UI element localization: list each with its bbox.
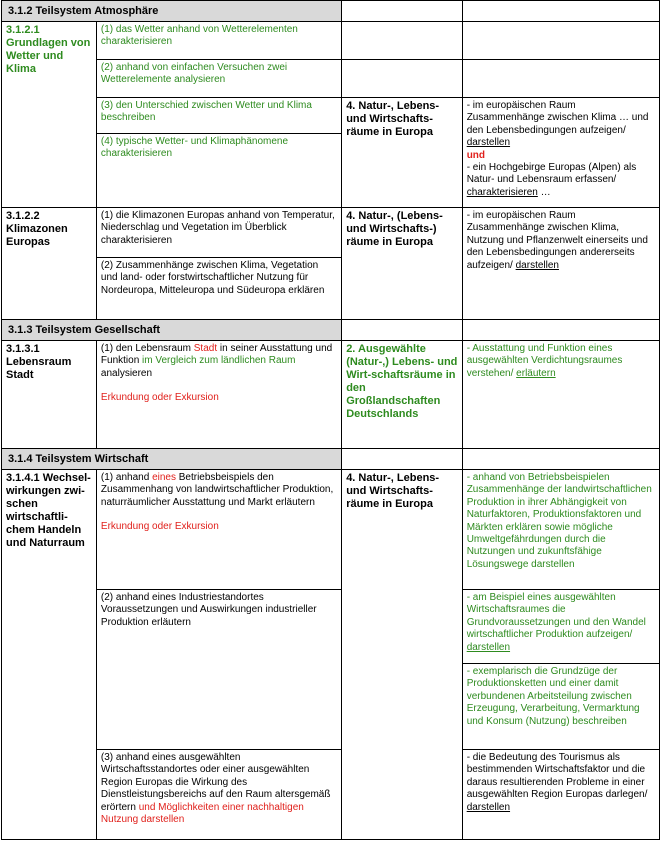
competence-item: (1) das Wetter anhand von Wetterelementen charakterisieren xyxy=(96,22,341,60)
table-row xyxy=(2,208,660,258)
section-header-atmosphaere xyxy=(2,1,660,22)
competence-item: (1) anhand eines Betriebsbeispiels den Zusammenhang von landwirtschaftlicher Produktion, naturräumlicher Ausstattung und Markt erläutern Erkundung oder Exkursion xyxy=(96,470,341,590)
table-row xyxy=(2,590,660,664)
note-cell: - die Bedeutung des Tourismus als bestimmenden Wirtschaftsfaktor und die daraus resultierenden Probleme in einer ausgewählten Region Europas darlegen/ darstellen xyxy=(462,750,659,840)
unit-code: 3.1.2.2 Klimazonen Europas xyxy=(2,208,97,320)
table-row xyxy=(2,470,660,590)
section-title: 3.1.4 Teilsystem Wirtschaft xyxy=(2,449,342,470)
competence-item: (3) den Unterschied zwischen Wetter und Klima beschreiben xyxy=(96,98,341,134)
competence-item: (3) anhand eines ausgewählten Wirtschaftsstandortes oder einer ausgewählten Region Europas die Wirkung des Dienstleistungsbereichs auf den Raum altersgemäß erörtern und Möglichkeiten einer nachhaltigen Nutzung darstellen xyxy=(96,750,341,840)
table-row xyxy=(2,750,660,840)
note-cell: - anhand von Betriebsbeispielen Zusammenhänge der landwirtschaftlichen Produktion in ihrer Abhängigkeit von Naturfaktoren, Produktionsfaktoren und Märkten erklären sowie mögliche Umweltgefährdungen durch die Nutzungen und zukunftsfähige Lösungswege darstellen xyxy=(462,470,659,590)
table-row xyxy=(2,98,660,134)
competence-item: (1) die Klimazonen Europas anhand von Temperatur, Niederschlag und Vegetation im Überblick charakterisieren xyxy=(96,208,341,258)
unit-code: 3.1.2.1 Grundlagen von Wetter und Klima xyxy=(2,22,97,208)
excursion-note: Erkundung oder Exkursion xyxy=(100,392,219,404)
theme-cell: 4. Natur-, (Lebens- und Wirtschafts-) räume in Europa xyxy=(342,208,463,320)
competence-item: (4) typische Wetter- und Klimaphänomene charakterisieren xyxy=(96,134,341,208)
note-cell: - exemplarisch die Grundzüge der Produktionsketten und einer damit verbundenen Arbeitsteilung zwischen Erzeugung, Verarbeitung, Vermarktung und Konsum (Nutzung) beschreiben xyxy=(462,664,659,750)
theme-cell: 4. Natur-, Lebens- und Wirtschafts-räume in Europa xyxy=(342,98,463,208)
note-cell: - am Beispiel eines ausgewählten Wirtschaftsraumes die Grundvoraussetzungen und den Wandel wirtschaftlicher Produktion aufzeigen/ darstellen xyxy=(462,590,659,664)
section-title: 3.1.2 Teilsystem Atmosphäre xyxy=(2,1,342,22)
theme-cell: 4. Natur-, Lebens- und Wirtschafts-räume in Europa xyxy=(342,470,463,840)
unit-code: 3.1.4.1 Wechsel-wirkungen zwi-schen wirtschaftli-chem Handeln und Naturraum xyxy=(2,470,97,840)
competence-item: (2) anhand eines Industriestandortes Voraussetzungen und Auswirkungen industrieller Produktion erläutern xyxy=(96,590,341,750)
note-cell: - Ausstattung und Funktion eines ausgewählten Verdichtungsraumes verstehen/ erläutern xyxy=(462,341,659,449)
unit-code: 3.1.3.1 Lebensraum Stadt xyxy=(2,341,97,449)
section-title: 3.1.3 Teilsystem Gesellschaft xyxy=(2,320,342,341)
section-header-gesellschaft xyxy=(2,320,660,341)
table-row xyxy=(2,22,660,60)
table-row xyxy=(2,60,660,98)
competence-item: (2) Zusammenhänge zwischen Klima, Vegetation und land- oder forstwirtschaftlicher Nutzung für Nordeuropa, Mitteleuropa und Südeuropa erklären xyxy=(96,258,341,320)
competence-item: (2) anhand von einfachen Versuchen zwei Wetterelemente analysieren xyxy=(96,60,341,98)
note-cell: - im europäischen Raum Zusammenhänge zwischen Klima, Nutzung und Pflanzenwelt einerseits und den Lebensbedingungen andererseits aufzeigen/ darstellen xyxy=(462,208,659,320)
competence-item: (1) den Lebensraum Stadt in seiner Ausstattung und Funktion im Vergleich zum ländlichen Raum analysieren Erkundung oder Exkursion xyxy=(96,341,341,449)
excursion-note: Erkundung oder Exkursion xyxy=(100,521,219,533)
table-row xyxy=(2,341,660,449)
note-cell: - im europäischen Raum Zusammenhänge zwischen Klima … und den Lebensbedingungen aufzeigen/ darstellen und - ein Hochgebirge Europas (Alpen) als Natur- und Lebensraum erfassen/ charakterisieren … xyxy=(462,98,659,208)
curriculum-table xyxy=(1,0,660,840)
section-header-wirtschaft xyxy=(2,449,660,470)
theme-cell: 2. Ausgewählte (Natur-,) Lebens- und Wirt-schaftsräume in den Großlandschaften Deutschlands xyxy=(342,341,463,449)
